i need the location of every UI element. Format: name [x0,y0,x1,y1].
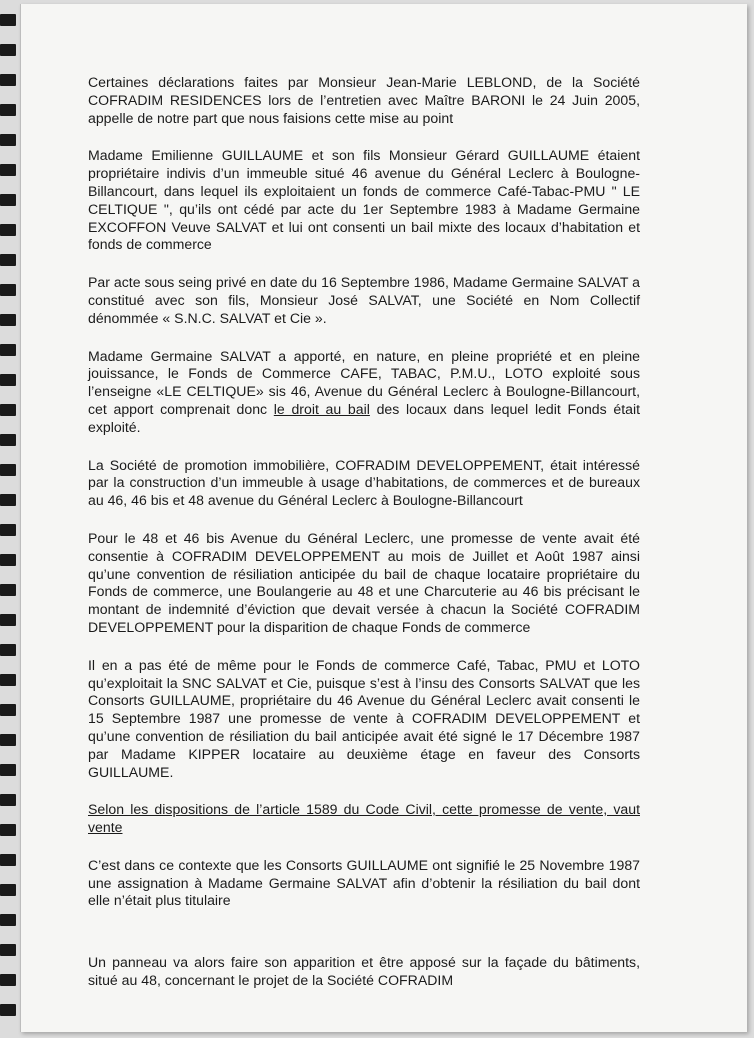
paragraph-code-civil: Selon les dispositions de l’article 1589 du Code Civil, cette promesse de vente, vaut vente [88,801,640,836]
paragraph-cofradim-interest: La Société de promotion immobilière, COFRADIM DEVELOPPEMENT, était intéressé par la construction d’un immeuble à usage d’habitations, de commerces et de bureaux au 46, 46 bis et 48 avenue du Général Leclerc à Boulogne-Billancourt [88,456,640,509]
binding-slot [0,674,16,686]
binding-slot [0,434,16,446]
binding-slot [0,74,16,86]
binding-slot [0,344,16,356]
binding-slot [0,854,16,866]
binding-slot [0,314,16,326]
binding-slot [0,224,16,236]
binding-slot [0,44,16,56]
binding-slot [0,254,16,266]
paragraph-apport-before: Madame Germaine SALVAT a apporté, en nature, en pleine propriété et en pleine jouissance, le Fonds de Commerce CAFE, TABAC, P.M.U., LOTO exploité sous l’enseigne «LE CELTIQUE» sis 46, Avenue du Général Leclerc à Boulogne-Billancourt, cet apport comprenait donc [88,347,640,417]
binding-slot [0,374,16,386]
document-body [88,74,640,1010]
binding-slot [0,614,16,626]
binding-slot [0,554,16,566]
comb-binding [0,0,22,1038]
binding-slot [0,194,16,206]
binding-slot [0,914,16,926]
paragraph-apport [88,348,640,437]
underlined-droit-au-bail: le droit au bail [273,400,370,417]
binding-slot [0,494,16,506]
binding-slot [0,104,16,116]
paragraph-apport-after: des locaux dans lequel ledit Fonds était exploité. [88,400,640,435]
paragraph-snc-creation: Par acte sous seing privé en date du 16 Septembre 1986, Madame Germaine SALVAT a constitué avec son fils, Monsieur José SALVAT, une Société en Nom Collectif dénommée « S.N.C. SALVAT et Cie ». [88,274,640,326]
binding-slot [0,284,16,296]
binding-slot [0,704,16,716]
binding-slot [0,1004,16,1016]
binding-slot [0,404,16,416]
binding-slot [0,764,16,776]
paragraph-intro: Certaines déclarations faites par Monsieur Jean-Marie LEBLOND, de la Société COFRADIM RESIDENCES lors de l’entretien avec Maître BARONI le 24 Juin 2005, appelle de notre part que nous faisions cette mise au point [88,74,640,126]
binding-slot [0,464,16,476]
binding-slot [0,14,16,26]
paragraph-guillaume-property: Madame Emilienne GUILLAUME et son fils Monsieur Gérard GUILLAUME étaient propriétaire indivis d’un immeuble situé 46 avenue du Général Leclerc à Boulogne-Billancourt, dans lequel ils exploitaient un fonds de commerce Café-Tabac-PMU " LE CELTIQUE ", qu’ils ont cédé par acte du 1er Septembre 1983 à Madame Germaine EXCOFFON Veuve SALVAT et lui ont consenti un bail mixte des locaux d’habitation et fonds de commerce [88,147,640,253]
paragraph-promesse-48: Pour le 48 et 46 bis Avenue du Général Leclerc, une promesse de vente avait été consentie à COFRADIM DEVELOPPEMENT au mois de Juillet et Août 1987 ainsi qu’une convention de résiliation anticipée du bail de chaque locataire propriétaire du Fonds de commerce, une Boulangerie au 48 et une Charcuterie au 46 bis précisant le montant de indemnité d’éviction que devait versée à chacun la Société COFRADIM DEVELOPPEMENT pour la disparition de chaque Fonds de commerce [88,529,640,635]
binding-slot [0,644,16,656]
binding-slot [0,974,16,986]
binding-slot [0,884,16,896]
binding-slot [0,944,16,956]
binding-slot [0,584,16,596]
paragraph-assignation: C’est dans ce contexte que les Consorts GUILLAUME ont signifié le 25 Novembre 1987 une assignation à Madame Germaine SALVAT afin d’obtenir la résiliation du bail dont elle n’était plus titulaire [88,856,640,909]
binding-slot [0,734,16,746]
paragraph-panneau: Un panneau va alors faire son apparition et être apposé sur la façade du bâtiments, situé au 48, concernant le projet de la Société COFRADIM [88,954,640,989]
binding-slot [0,134,16,146]
binding-slot [0,824,16,836]
binding-slot [0,794,16,806]
binding-slot [0,164,16,176]
paragraph-snc-salvat-fonds: Il en a pas été de même pour le Fonds de commerce Café, Tabac, PMU et LOTO qu’exploitait la SNC SALVAT et Cie, puisque s’est à l’insu des Consorts SALVAT que les Consorts GUILLAUME, propriétaire du 46 Avenue du Général Leclerc avait consenti le 15 Septembre 1987 une promesse de vente à COFRADIM DEVELOPPEMENT et qu’une convention de résiliation du bail anticipée avait été signé le 17 Décembre 1987 par Madame KIPPER locataire au deuxième étage en faveur des Consorts GUILLAUME. [88,656,640,780]
binding-slot [0,524,16,536]
